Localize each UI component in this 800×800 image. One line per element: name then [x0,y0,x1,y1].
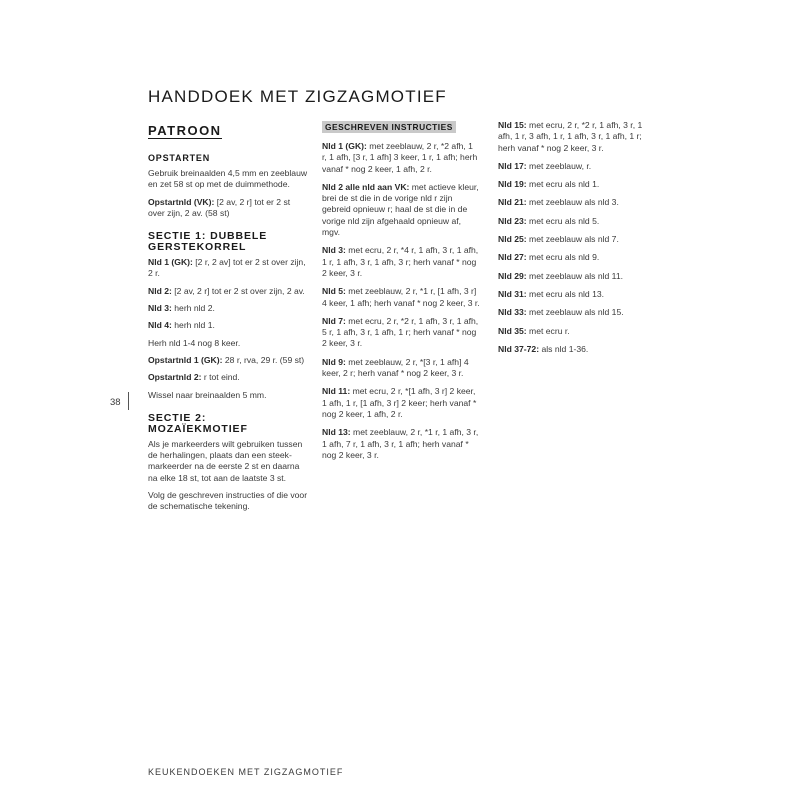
row-text: met zeeblauw als nld 3. [526,197,619,208]
instruction-row [498,289,658,300]
row-label: Opstartnld 2: [148,372,202,383]
row-text: Herh nld 1-4 nog 8 keer. [148,337,241,348]
row-text: met zeeblauw als nld 7. [526,234,619,245]
col2-rows [322,141,480,461]
row-text: r tot eind. [201,372,240,383]
sectie2-para1: Als je markeerders wilt gebruiken tussen de herhalingen, plaats dan een steek-markeerder na de eerste 2 st en daarna na elke 18 st, tot aan de laatste 3 st. [148,438,303,483]
row-label: Nld 21: [498,197,527,208]
row-label: Nld 17: [498,160,527,171]
row-text: met ecru als nld 13. [526,288,605,299]
row-text: met ecru als nld 9. [526,252,600,263]
row-label: Nld 31: [498,288,527,299]
row-label: Nld 33: [498,307,527,318]
instruction-row [498,234,658,245]
instruction-row [322,245,480,279]
row-text: 28 r, rva, 29 r. (59 st) [222,354,305,365]
row-label: Nld 13: [322,427,351,438]
row-label: Nld 15: [498,120,527,130]
row-label: Opstartnld 1 (GK): [148,354,223,365]
instruction-row [322,182,480,238]
row-text: met zeeblauw als nld 15. [526,307,624,318]
instruction-row [148,320,308,331]
row-text: met zeeblauw als nld 11. [526,270,623,281]
row-text: met ecru als nld 1. [526,179,600,190]
column-1 [148,120,308,519]
row-text: met zeeblauw, 2 r, *2 afh, 1 r, 1 afh, [3 r, 1 afh] 3 keer, 1 r, 1 afh; herh vanaf * nog 2 keer, 1 afh, 2 r. [322,141,478,174]
row-text: met ecru, 2 r, *2 r, 1 afh, 3 r, 1 afh, 1 r, 3 afh, 1 r, 1 afh, 3 r, 1 afh, 1 r; herh vanaf * nog 2 keer, 3 r. [498,120,643,153]
instruction-row [498,326,658,337]
row-text: [2 r, 2 av] tot er 2 st over zijn, 2 r. [148,257,306,279]
row-label: Nld 5: [322,286,346,297]
instruction-row [322,357,480,380]
row-label: Nld 25: [498,234,527,245]
instruction-row [322,427,480,461]
sectie1-heading: SECTIE 1: DUBBELE GERSTEKORREL [148,230,268,254]
row-text: met zeeblauw, 2 r, *[3 r, 1 afh] 4 keer, 2 r; herh vanaf * nog 2 keer, 3 r. [322,356,469,379]
sectie1-rows [148,257,308,401]
instruction-row [148,338,308,349]
row-label: Nld 29: [498,270,527,281]
row-label: Nld 3: [148,303,172,314]
instructions-tag: GESCHREVEN INSTRUCTIES [322,121,456,133]
row-label: Nld 2 alle nld aan VK: [322,181,410,192]
column-2 [322,120,480,468]
instruction-row [498,120,658,154]
page-footer: KEUKENDOEKEN MET ZIGZAGMOTIEF [148,767,344,777]
row-label: Nld 2: [148,285,172,296]
row-label: Nld 27: [498,252,527,263]
instruction-row [148,257,308,280]
row-label: Nld 4: [148,320,172,331]
opstarten-text: Gebruik breinaalden 4,5 mm en zeeblauw en zet 58 st op met de duimmethode. [148,168,308,190]
row-text: [2 av, 2 r] tot er 2 st over zijn, 2 av. (58 st) [148,196,291,218]
opstarten-heading: OPSTARTEN [148,153,211,163]
instruction-row [498,252,658,263]
instruction-row [322,316,480,350]
instruction-row [498,179,658,190]
instruction-row [148,355,308,366]
patroon-heading: PATROON [148,123,222,138]
row-text: met zeeblauw, 2 r, *1 r, [1 afh, 3 r] 4 keer, 1 afh; herh vanaf * nog 2 keer, 3 r. [322,286,480,308]
row-label: Nld 3: [322,245,346,256]
instruction-row [498,197,658,208]
instruction-row [498,307,658,318]
column-3 [498,120,658,362]
row-text: met actieve kleur, brei de st die in de vorige nld r zijn gebreid opnieuw r; haal de st die in de vorige nld zijn afgehaald opnieuw af, mgv. [322,181,479,238]
row-text: herh nld 1. [171,320,215,331]
instruction-row [498,271,658,282]
row-text: met ecru r. [526,325,570,336]
page-number: 38 [110,397,121,408]
row-label: Nld 19: [498,179,527,190]
row-text: met zeeblauw, r. [526,160,592,171]
sectie2-heading: SECTIE 2: MOZAÏEKMOTIEF [148,411,248,435]
instruction-row [498,161,658,172]
instruction-row [322,286,480,309]
row-text: herh nld 2. [171,303,215,314]
row-label: Nld 35: [498,325,527,336]
row-text: Wissel naar breinaalden 5 mm. [148,389,267,400]
opstartnld-vk [148,197,308,220]
row-text: met ecru, 2 r, *4 r, 1 afh, 3 r, 1 afh, 1 r, 1 afh, 3 r, 1 afh, 3 r; herh vanaf * nog 2 keer, 3 r. [322,245,479,278]
row-text: met zeeblauw, 2 r, *1 r, 1 afh, 3 r, 1 afh, 7 r, 1 afh, 3 r, 1 afh; herh vanaf * nog 2 keer, 3 r. [322,427,479,460]
instruction-row [498,216,658,227]
row-label: Opstartnld (VK): [148,196,215,207]
row-label: Nld 9: [322,356,346,367]
sectie2-para2: Volg de geschreven instructies of die voor de schematische tekening. [148,490,308,512]
row-text: als nld 1-36. [539,343,589,354]
col3-rows [498,120,658,355]
instruction-row [322,141,480,175]
instruction-row [148,286,308,297]
row-text: met ecru als nld 5. [526,215,600,226]
instruction-row [148,303,308,314]
row-text: [2 av, 2 r] tot er 2 st over zijn, 2 av. [171,285,305,296]
row-label: Nld 1 (GK): [148,257,193,268]
instruction-row [322,386,480,420]
row-label: Nld 37-72: [498,343,540,354]
row-text: met ecru, 2 r, *2 r, 1 afh, 3 r, 1 afh, 5 r, 1 afh, 3 r, 1 afh, 1 r; herh vanaf * nog 2 keer, 3 r. [322,315,479,349]
instruction-row [498,344,658,355]
instruction-row [148,372,308,383]
page-title: HANDDOEK MET ZIGZAGMOTIEF [148,87,447,106]
row-text: met ecru, 2 r, *[1 afh, 3 r] 2 keer, 1 afh, 1 r, [1 afh, 3 r] 2 keer; herh vanaf * nog 2 keer, 1 afh, 2 r. [322,386,477,419]
instruction-row [148,390,308,401]
row-label: Nld 23: [498,215,527,226]
row-label: Nld 7: [322,315,346,326]
row-label: Nld 11: [322,386,351,397]
row-label: Nld 1 (GK): [322,141,367,151]
